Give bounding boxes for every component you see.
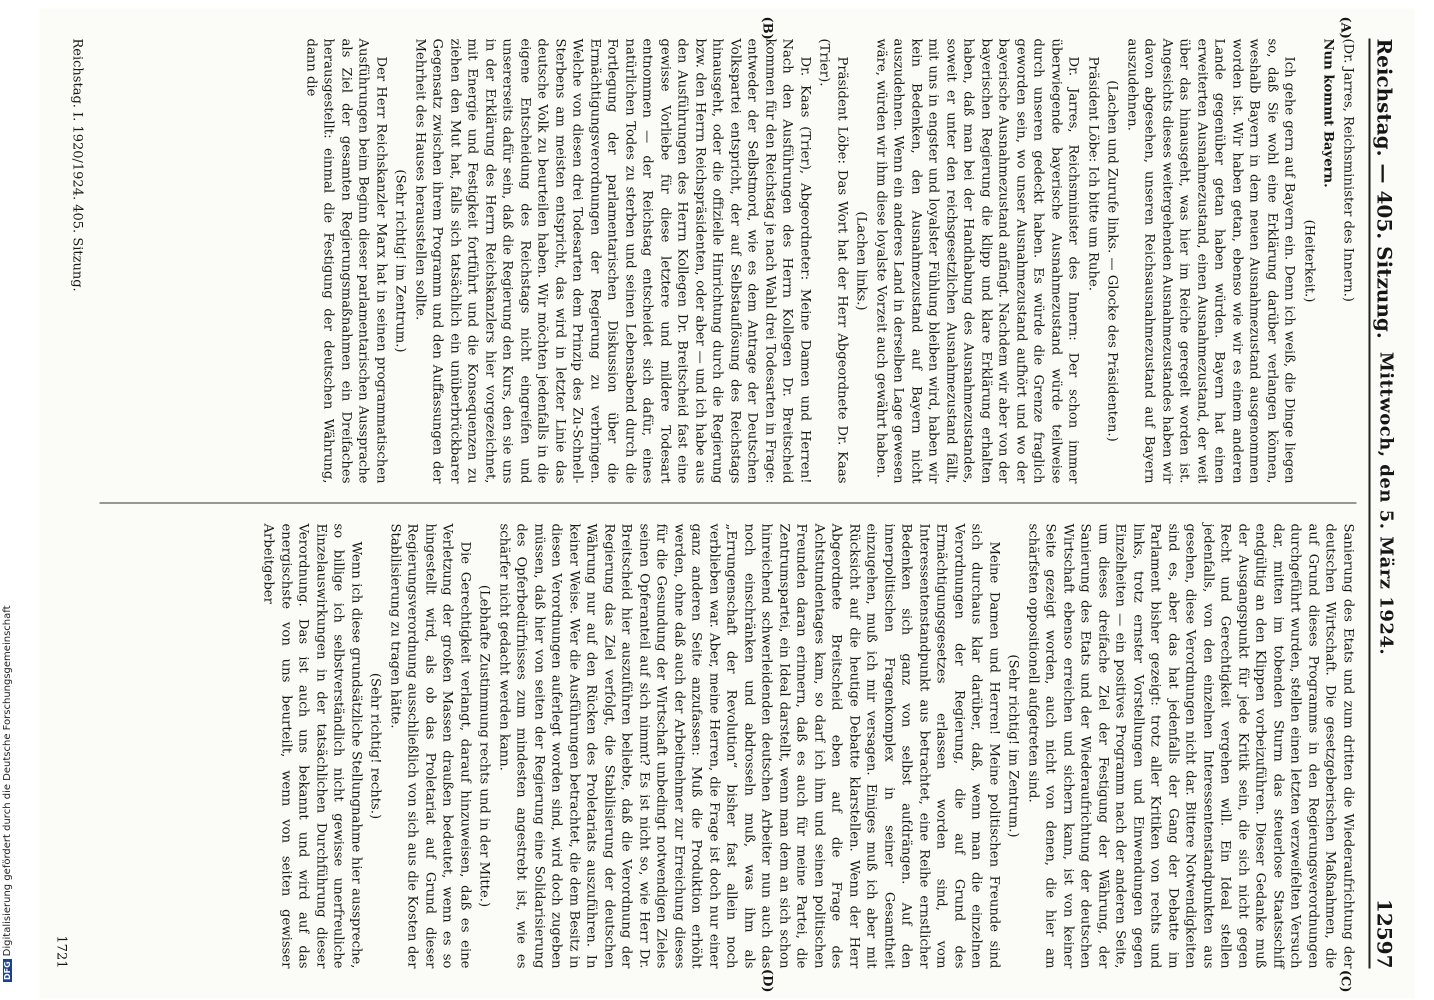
paragraph: Dr. Kaas (Trier), Abgeordneter: Meine Damen und Herren! Nach den Ausführungen des Herrn Kollegen Dr. Breitscheid kommen für den Reichstag je nach Wahl drei Todesarten in Frage: entweder der Selbstmord, wie es dem Antrage der Deutschen Volkspartei entspricht, der auf Selbstauflösung des Reichstags hinausgeht, oder die offizielle Hinrichtung durch die Regierung bzw. den Herrn Reichspräsidenten, oder aber — und ich habe aus den Ausführungen des Herrn Kollegen Dr. Breitscheid fast eine gewisse Vorliebe für diese letztere und mildere Todesart entnommen — der Reichstag entscheidet sich dafür, eines natürlichen Todes zu sterben und seinen Lebensabend durch die Fortlegung der parlamentarischen Diskussion über die Ermächtigungsverordnungen der Regierung zu verbringen. Welche von diesen drei Todesarten dem Prinzip des Zu-Schnell-Sterbens am meisten entspricht, das wird in letzter Linie das deutsche Volk zu beurteilen haben. Wir möchten jedenfalls in die eigene Entscheidung des Reichstags nicht eingreifen und unsererseits dafür sein, daß die Regierung den Kurs, den sie uns in der Erklärung des Herrn Reichskanzlers hier vorgezeichnet, mit Energie und Festigkeit fortführt und die Konsequenzen zu ziehen den Mut hat, falls sich tatsächlich ein unüberbrückbarer Gegensatz zwischen ihrem Programm und den Auffassungen der Mehrheit des Hauses herausstellen sollte. <box>412 38 813 484</box>
interjection: (Sehr richtig! im Zentrum.) <box>1006 654 1021 838</box>
interjection: (Heiterkeit.) <box>1301 219 1317 303</box>
page-number: 12597 <box>1372 898 1397 969</box>
speaker-note: (Dr. Jarres, Reichsminister des Innern.) <box>1340 38 1356 302</box>
left-column <box>100 39 1357 484</box>
margin-marker-a: (A) <box>1337 16 1353 39</box>
scanned-page-container <box>40 8 1415 998</box>
header-date: Mittwoch, den 5. März 1924. <box>1375 351 1397 656</box>
paragraph: Ich gehe gern auf Bayern ein. Denn ich weiß, die Dinge liegen so, daß Sie wohl eine Erklärung darüber verlangen können, weshalb Bayern in dem neuen Ausnahmezustand ausgenommen worden ist. Wir haben getan, ebenso wie wir es einem anderen Lande gegenüber getan haben würden. Bayern hat einen erweiterten Ausnahmezustand, einen Ausnahmezustand, der weit über das hinausgeht, was hier im Reiche geregelt worden ist. Angesichts dieses weitergehenden Ausnahmezustandes haben wir davon abgesehen, unseren Reichsausnahmezustand auf Bayern auszudehnen. <box>1124 38 1297 484</box>
interjection: (Sehr richtig! rechts.) <box>368 672 383 820</box>
margin-marker-b: (B) <box>759 16 775 40</box>
paragraph: Die Gerechtigkeit verlangt, darauf hinzuweisen, daß es eine Verletzung der großen Massen draußen bedeutet, wenn es so hingestellt wird, als ob das Proletariat auf Grund dieser Regierungsverordnung ausschließlich von sich aus die Kosten der Stabilisierung zu tragen hätte. <box>387 523 473 969</box>
paragraph: Präsident Löbe: Ich bitte um Ruhe. <box>1085 56 1101 291</box>
header-left: Reichstag. — 405. Sitzung. <box>1372 38 1397 339</box>
paragraph: Präsident Löbe: Das Wort hat der Herr Abgeordnete Dr. Kaas (Trier). <box>817 38 850 484</box>
paragraph: Sanierung des Etats und zum dritten die Wiederaufrichtung der deutschen Wirtschaft. Die gesetzgeberischen Maßnahmen, die auf Grund dieses Programms in den Regierungsverordnungen durchgeführt wurden, stellen einen letzten verzweifelten Versuch dar, mitten im tobenden Sturm das steuerlose Staatsschiff endgültig an den Klippen vorbeizuführen. Dieser Gedanke muß der Ausgangspunkt für jede Kritik sein, die sich nicht gegen Recht und Gerechtigkeit vergehen will. Ein Ideal stellen jedenfalls, von den einzelnen Interessentenstandpunkten aus gesehen, diese Verordnungen nicht dar. Bittere Notwendigkeiten sind es, aber das hat jedenfalls der Gang der Debatte im Parlament bisher gezeigt: trotz aller Kritiken von rechts und links, trotz ernster Vorstellungen und Einwendungen gegen Einzelheiten — ein positives Programm nach der anderen Seite, um dieses dreifache Ziel der Festigung der Währung, der Sanierung des Etats und der Wiederaufrichtung der deutschen Wirtschaft ebenso erreichen und sichern kann, ist von keiner Seite gezeigt worden, auch nicht von denen, die hier am schärfsten oppositionell aufgetreten sind. <box>1025 523 1356 969</box>
paragraph: Dr. Jarres, Reichsminister des Innern: Der schon immer überwiegende bayerische Ausnahmezustand würde teilweise durch unseren gedeckt haben. Es würde die Grenze fraglich geworden sein, wo unser Ausnahmezustand aufhört und wo der bayerische Ausnahmezustand anfängt. Nachdem wir aber von der bayerischen Regierung die klipp und klare Erklärung erhalten haben, daß man bei der Handhabung des Ausnahmezustandes, soweit er unter den reichsgesetzlichen Ausnahmezustand fällt, mit uns in engster und loyalster Fühlung bleiben wird, haben wir kein Bedenken, den Ausnahmezustand auf Bayern nicht auszudehnen. Wenn ein anderes Land in derselben Lage gewesen wäre, würden wir ihm diese loyalste Vorzeit auch gewährt haben. <box>873 38 1081 484</box>
interjection: (Sehr richtig! im Zentrum.) <box>393 169 408 353</box>
paragraph: Wenn ich diese grundsätzliche Stellungnahme hier ausspreche, so billige ich selbstverständlich nicht gewisse unerfreuliche Einzelauswirkungen in der tatsächlichen Durchführung dieser Verordnung. Das ist auch uns bekannt und wird auf das energischste von uns beurteilt, wenn von seiten gewisser Arbeitgeber <box>261 523 364 969</box>
paragraph: Meine Damen und Herren! Meine politischen Freunde sind sich durchaus klar darüber, daß, wenn man die einzelnen Verordnungen der Regierung, die auf Grund des Ermächtigungsgesetzes erlassen worden sind, vom Interessentenstandpunkt aus betrachtet, eine Reihe ernstlicher Bedenken sich ganz von selbst aufdrängen. Auf den innerpolitischen Fragenkomplex in seiner Gesamtheit einzugehen, muß ich mir versagen. Einiges muß ich aber mit Rücksicht auf die heutige Debatte klarstellen. Wenn der Herr Abgeordnete Breitscheid eben auf die Frage des Achtstundentages kam, so darf ich ihm und seinen politischen Freunden daran erinnern, daß es auch für meine Partei, die Zentrumspartei, ein Ideal darstellt, wenn man dem an sich schon hinreichend schwerleidenden deutschen Arbeiter nun auch das noch einschränken und abdrosseln muß, was ihm als „Errungenschaft der Revolution“ bisher fast allein noch verblieben war. Aber, meine Herren, die Frage ist doch nur einer ganz anderen Seite anzufassen: Muß die Produktion erhöht werden, ohne daß auch der Arbeitnehmer zur Erreichung dieses für die Gesundung der Wirtschaft unbedingt notwendigen Zieles seinen Opferanteil auf sich nimmt? Es ist nicht so, wie Herr Dr. Breitscheid hier auszuführen beliebte, daß die Verordnung der Regierung das Ziel verfolgt, die Stabilisierung der deutschen Währung nur auf den Rücken des Proletariats auszuführen. In keiner Weise. Wer die Ausführungen betrachtet, die dem Besitz in diesen Verordnungen auferlegt worden sind, wird doch zugeben müssen, daß hier von seiten der Regierung eine Solidarisierung des Opferbedürfnisses zum mindesten angestrebt ist, wie es schärfer nicht gedacht werden kann. <box>496 523 1002 969</box>
right-column <box>100 524 1357 969</box>
column-divider <box>100 503 1357 504</box>
paragraph: Der Herr Reichskanzler Marx hat in seinen programmatischen Ausführungen beim Beginn dieser parlamentarischen Aussprache als Ziel der gesamten Regierungsmaßnahmen ein Dreifaches herausgestellt: einmal die Festigung der deutschen Währung, dann die <box>303 38 389 484</box>
document-page <box>40 9 1415 999</box>
paragraph: Nun kommt Bayern. <box>1321 38 1336 188</box>
footer-page-number: 1721 <box>53 935 69 969</box>
page-header <box>1369 39 1401 969</box>
interjection: (Lachen und Zurufe links. — Glocke des Präsidenten.) <box>1105 80 1120 442</box>
footer-session: Reichstag. I. 1920/1924. 405. Sitzung. <box>69 38 85 292</box>
interjection: (Lachen links.) <box>854 211 869 311</box>
digitization-credit <box>2 82 13 982</box>
margin-marker-c: (C) <box>1337 969 1353 993</box>
credit-text: Digitalisierung gefördert durch die Deutsche Forschungsgemeinschaft <box>2 605 13 957</box>
margin-marker-d: (D) <box>759 968 775 993</box>
dfg-logo: DFG <box>3 961 12 980</box>
interjection: (Lebhafte Zustimmung rechts und in der Mitte.) <box>477 584 492 908</box>
